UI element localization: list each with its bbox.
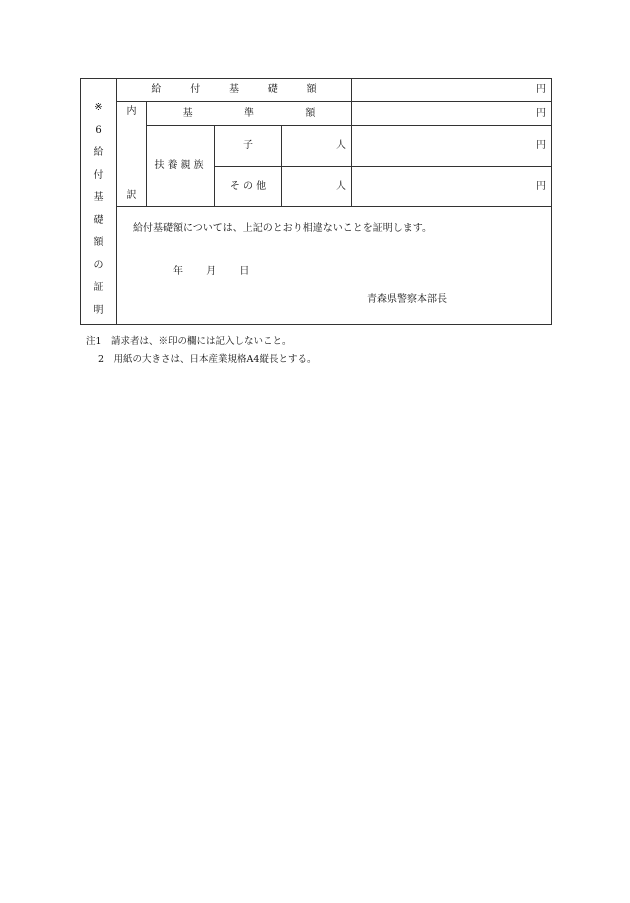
year-label: 年 xyxy=(173,266,183,277)
child-label-cell xyxy=(215,126,282,167)
benefit-base-amount-field[interactable] xyxy=(352,79,552,102)
other-label: そ の 他 xyxy=(229,180,267,192)
yen-unit: 円 xyxy=(536,180,546,192)
person-unit: 人 xyxy=(336,140,346,151)
benefit-base-certification-table xyxy=(80,78,552,325)
standard-amount-field[interactable] xyxy=(352,102,552,126)
other-amount-field[interactable] xyxy=(352,167,552,207)
section-label: ※ 6 給 付 基 礎 額 の 証 明 xyxy=(93,102,104,316)
other-label-cell xyxy=(215,167,282,207)
breakdown-label-bottom: 訳 xyxy=(126,190,137,201)
certification-statement-cell xyxy=(117,207,552,325)
certification-statement: 給付基礎額については、上記のとおり相違ないことを証明します。 xyxy=(133,223,432,234)
breakdown-label-top: 内 xyxy=(126,106,137,117)
child-amount-field[interactable] xyxy=(352,126,552,167)
yen-unit: 円 xyxy=(536,84,546,95)
benefit-base-label: 給 付 基 礎 額 xyxy=(151,84,317,95)
note-1: 注1 請求者は、※印の欄には記入しないこと。 xyxy=(86,336,292,347)
yen-unit: 円 xyxy=(536,107,546,119)
form-notes xyxy=(86,333,316,369)
day-label: 日 xyxy=(239,266,250,277)
date-line xyxy=(173,267,269,277)
section-label-cell xyxy=(81,79,117,325)
signer: 青森県警察本部長 xyxy=(367,294,447,305)
dependents-label-cell xyxy=(147,126,215,207)
child-label: 子 xyxy=(243,140,253,151)
note-2: 2 用紙の大きさは、日本産業規格A4縦長とする。 xyxy=(98,354,317,365)
month-label: 月 xyxy=(206,266,217,277)
yen-unit: 円 xyxy=(536,140,546,151)
breakdown-label-cell xyxy=(117,102,147,207)
benefit-base-label-cell xyxy=(117,79,352,102)
dependents-label: 扶養親族 xyxy=(154,160,207,171)
standard-amount-label: 基 準 額 xyxy=(182,107,316,119)
standard-amount-label-cell xyxy=(147,102,352,126)
child-count-field[interactable] xyxy=(282,126,352,167)
person-unit: 人 xyxy=(336,180,346,192)
other-count-field[interactable] xyxy=(282,167,352,207)
